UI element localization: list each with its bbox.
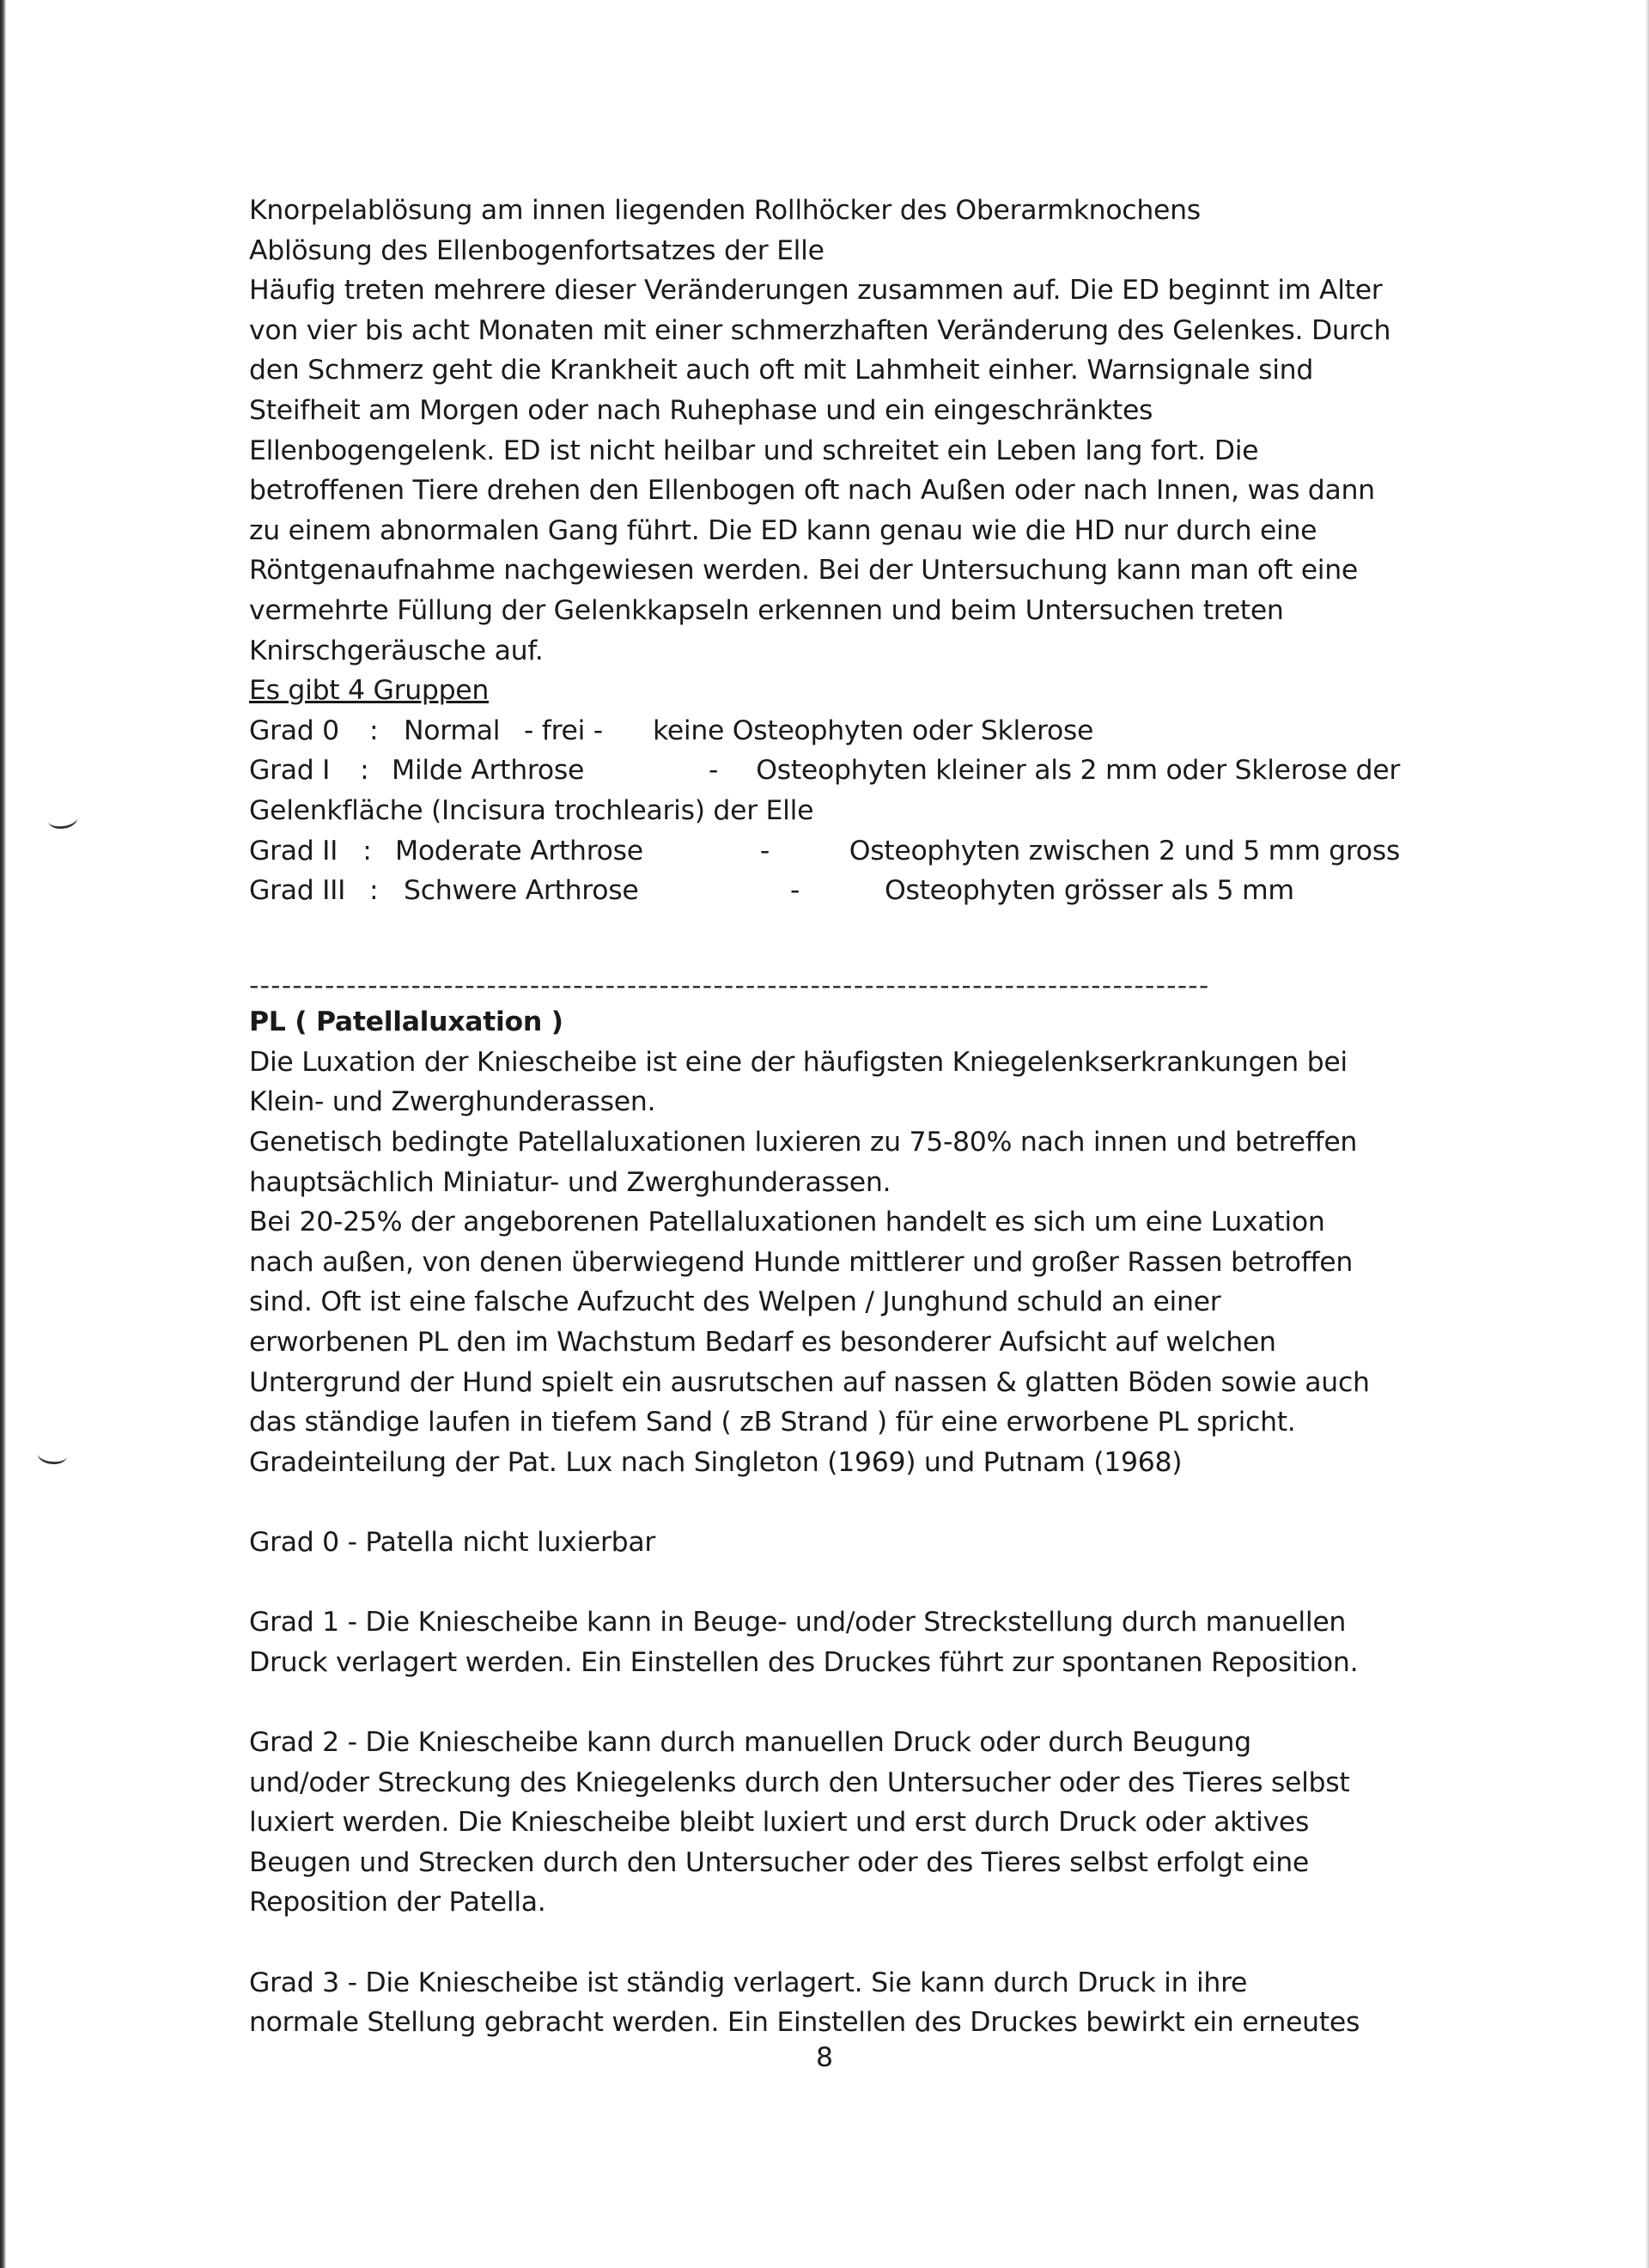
pl-grade-3 [249,1963,1400,2043]
grade-label: Grad II [249,835,338,866]
grade-description: Osteophyten kleiner als 2 mm oder Sklerose der [756,755,1400,787]
spacer [249,1563,1400,1603]
ed-grade-2 [249,831,1400,872]
grade-class: Moderate Arthrose [394,835,643,866]
section-divider: ----------------------------------------------------------------------------------------- [249,970,1210,1001]
pl-paragraph [249,1043,1400,1483]
text-line: Bei 20-25% der angeborenen Patellaluxationen handelt es sich um eine Luxation [249,1207,1325,1238]
grade-label: Grad III [249,875,346,907]
text-line: Grad 3 - Die Kniescheibe ist ständig verlagert. Sie kann durch Druck in ihre [249,1967,1248,1998]
text-line: hauptsächlich Miniatur- und Zwerghunderassen. [249,1166,891,1198]
grade-separator: : [360,755,369,787]
punch-hole-mark-top [47,809,79,831]
text-line: vermehrte Füllung der Gelenkkapseln erkennen und beim Untersuchen treten [249,594,1284,626]
text-line: Grad 1 - Die Kniescheibe kann in Beuge- und/oder Streckstellung durch manuellen [249,1607,1347,1639]
grade-description-continued: Gelenkfläche (Incisura trochlearis) der Elle [249,794,814,826]
text-line: Reposition der Patella. [249,1887,546,1918]
grade-description: Osteophyten zwischen 2 und 5 mm gross [849,835,1400,866]
pl-grade-2 [249,1723,1400,1923]
text-line: betroffenen Tiere drehen den Ellenbogen oft nach Außen oder nach Innen, was dann [249,475,1375,507]
groups-heading: Es gibt 4 Gruppen [249,675,490,707]
text-line: Knorpelablösung am innen liegenden Rollhöcker des Oberarmknochens [249,195,1201,226]
grade-dash: - [708,755,719,787]
intro-paragraph [249,191,1400,671]
grade-separator: : [369,714,379,746]
grade-class: Milde Arthrose [392,755,585,787]
scan-edge-right [1646,0,1649,2268]
grade-separator: : [362,835,372,866]
grade-separator: : [369,875,379,907]
text-line: Klein- und Zwerghunderassen. [249,1086,656,1118]
text-line: luxiert werden. Die Kniescheibe bleibt luxiert und erst durch Druck oder aktives [249,1807,1310,1839]
text-line: Ellenbogengelenk. ED ist nicht heilbar und schreitet ein Leben lang fort. Die [249,435,1259,466]
text-line: Grad 0 - Patella nicht luxierbar [249,1527,655,1558]
spacer [249,1482,1400,1523]
scan-edge-left [0,0,6,2268]
text-line: Grad 2 - Die Kniescheibe kann durch manuellen Druck oder durch Beugung [249,1726,1251,1758]
text-line: nach außen, von denen überwiegend Hunde mittlerer und großer Rassen betroffen [249,1246,1354,1278]
spacer [249,1682,1400,1723]
grade-class: Normal [404,714,501,746]
text-line: Genetisch bedingte Patellaluxationen luxieren zu 75-80% nach innen und betreffen [249,1127,1358,1158]
text-line: Gradeinteilung der Pat. Lux nach Singleton (1969) und Putnam (1968) [249,1446,1183,1478]
section-title-patellaluxation: PL ( Patellaluxation ) [249,1006,563,1038]
text-line: Röntgenaufnahme nachgewiesen werden. Bei der Untersuchung kann man oft eine [249,555,1358,587]
text-line: den Schmerz geht die Krankheit auch oft mit Lahmheit einher. Warnsignale sind [249,355,1314,386]
text-line: und/oder Streckung des Kniegelenks durch den Untersucher oder des Tieres selbst [249,1766,1350,1798]
grade-label: Grad I [249,755,331,787]
spacer [249,1923,1400,1963]
ed-grade-1 [249,751,1400,791]
text-line: normale Stellung gebracht werden. Ein Einstellen des Druckes bewirkt ein erneutes [249,2007,1360,2039]
document-page [249,191,1400,2043]
grade-description: Osteophyten grösser als 5 mm [885,875,1294,907]
text-line: das ständige laufen in tiefem Sand ( zB Strand ) für eine erworbene PL spricht. [249,1407,1296,1438]
ed-grade-3 [249,871,1400,911]
text-line: Druck verlagert werden. Ein Einstellen des Druckes führt zur spontanen Reposition. [249,1646,1359,1678]
text-line: Steifheit am Morgen oder nach Ruhephase und ein eingeschränktes [249,394,1153,426]
text-line: von vier bis acht Monaten mit einer schmerzhaften Veränderung des Gelenkes. Durch [249,314,1391,346]
pl-grade-1 [249,1602,1400,1682]
text-line: sind. Oft ist eine falsche Aufzucht des Welpen / Junghund schuld an einer [249,1286,1221,1318]
text-line: Häufig treten mehrere dieser Veränderungen zusammen auf. Die ED beginnt im Alter [249,275,1383,307]
text-line: zu einem abnormalen Gang führt. Die ED kann genau wie die HD nur durch eine [249,514,1317,546]
text-line: erworbenen PL den im Wachstum Bedarf es besonderer Aufsicht auf welchen [249,1327,1276,1359]
grade-label: Grad 0 [249,714,339,746]
page-number: 8 [815,2042,834,2073]
punch-hole-mark-bottom [37,1445,68,1466]
text-line: Knirschgeräusche auf. [249,635,544,666]
ed-grade-list [249,711,1400,911]
grade-description: keine Osteophyten oder Sklerose [653,714,1094,746]
grade-dash: - [759,835,770,866]
grade-dash: - [790,875,800,907]
grade-class: Schwere Arthrose [404,875,639,907]
pl-grade-0 [249,1523,1400,1563]
text-line: Beugen und Strecken durch den Untersucher oder des Tieres selbst erfolgt eine [249,1846,1309,1878]
text-line: Ablösung des Ellenbogenfortsatzes der Elle [249,234,824,266]
grade-note: - frei - [524,714,603,746]
text-line: Untergrund der Hund spielt ein ausrutschen auf nassen & glatten Böden sowie auch [249,1366,1370,1398]
text-line: Die Luxation der Kniescheibe ist eine der häufigsten Kniegelenkserkrankungen bei [249,1046,1348,1078]
ed-grade-0 [249,711,1400,751]
